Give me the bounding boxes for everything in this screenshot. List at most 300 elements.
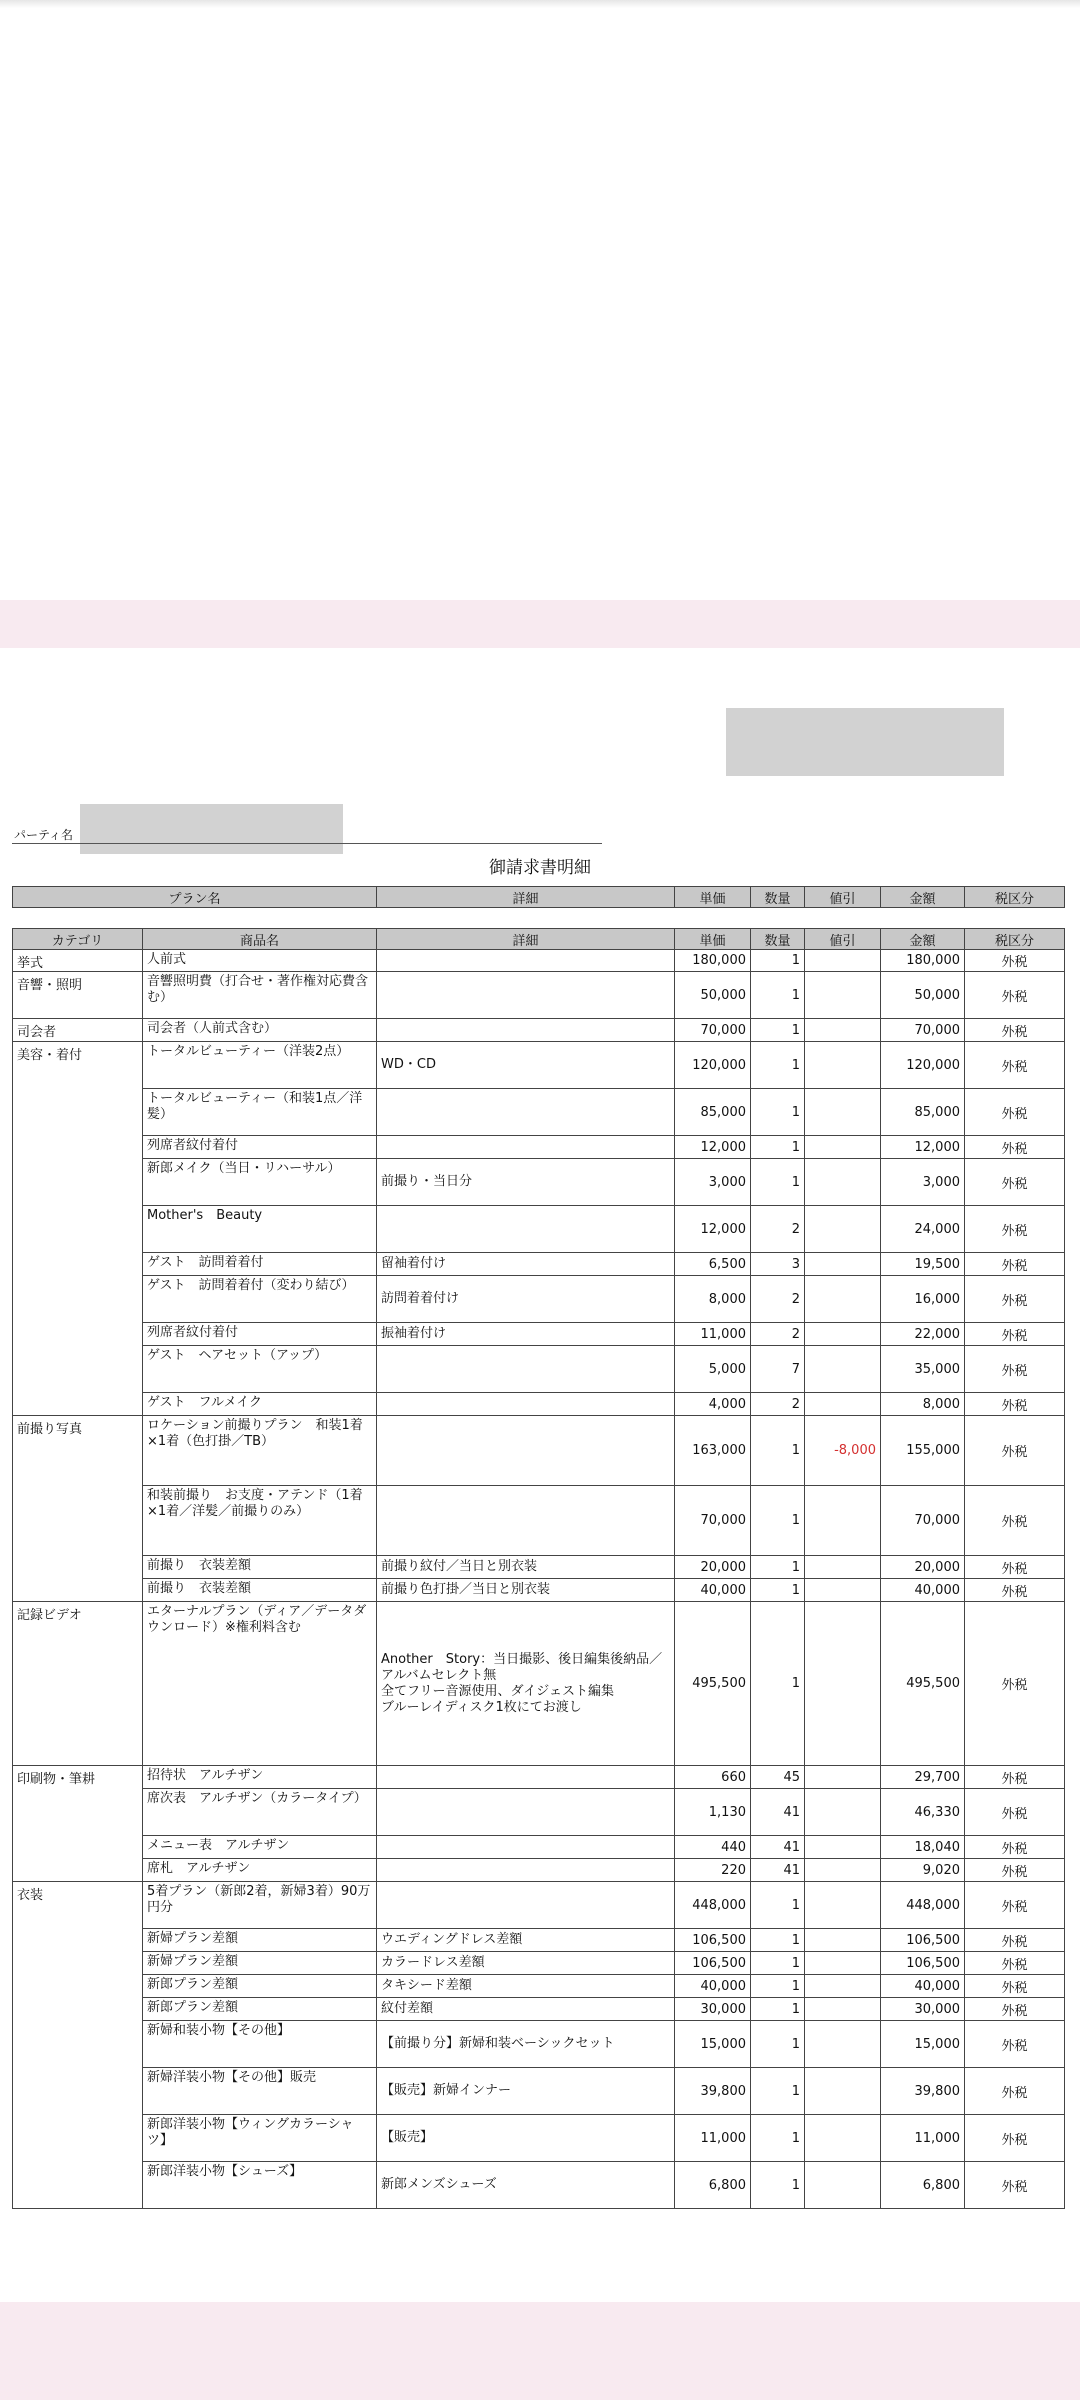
tax-type-cell: 外税 <box>965 1579 1065 1602</box>
quantity-cell: 2 <box>751 1206 805 1253</box>
tax-type-cell: 外税 <box>965 1276 1065 1323</box>
unit-price-cell: 12,000 <box>675 1136 751 1159</box>
table-row <box>13 1276 1065 1323</box>
unit-price-cell: 70,000 <box>675 1486 751 1556</box>
category-cell <box>13 1556 143 1579</box>
category-cell: 美容・着付 <box>13 1042 143 1089</box>
table-row <box>13 1766 1065 1789</box>
quantity-cell: 1 <box>751 1602 805 1766</box>
quantity-cell: 2 <box>751 1323 805 1346</box>
category-cell: 記録ビデオ <box>13 1602 143 1766</box>
quantity-cell: 41 <box>751 1789 805 1836</box>
amount-cell: 40,000 <box>881 1579 965 1602</box>
invoice-page <box>0 648 1080 2302</box>
amount-cell: 19,500 <box>881 1253 965 1276</box>
product-name-cell: メニュー表 アルチザン <box>143 1836 377 1859</box>
tax-type-cell: 外税 <box>965 1998 1065 2021</box>
item-header-cell: 詳細 <box>377 929 675 950</box>
quantity-cell: 1 <box>751 2162 805 2209</box>
unit-price-cell: 3,000 <box>675 1159 751 1206</box>
tax-type-cell: 外税 <box>965 1042 1065 1089</box>
tax-type-cell: 外税 <box>965 950 1065 972</box>
table-row <box>13 1042 1065 1089</box>
detail-cell <box>377 1416 675 1486</box>
detail-cell: 【前撮り分】新婦和装ベーシックセット <box>377 2021 675 2068</box>
item-header-cell: カテゴリ <box>13 929 143 950</box>
discount-cell <box>805 1206 881 1253</box>
quantity-cell: 1 <box>751 1136 805 1159</box>
quantity-cell: 1 <box>751 1486 805 1556</box>
table-row <box>13 1952 1065 1975</box>
item-header-cell: 数量 <box>751 929 805 950</box>
tax-type-cell: 外税 <box>965 1882 1065 1929</box>
quantity-cell: 41 <box>751 1859 805 1882</box>
amount-cell: 180,000 <box>881 950 965 972</box>
redacted-party-name <box>80 804 343 854</box>
unit-price-cell: 50,000 <box>675 972 751 1019</box>
category-cell: 印刷物・筆耕 <box>13 1766 143 1789</box>
detail-cell: タキシード差額 <box>377 1975 675 1998</box>
table-row <box>13 1579 1065 1602</box>
tax-type-cell: 外税 <box>965 1136 1065 1159</box>
plan-header-cell: 税区分 <box>965 887 1065 908</box>
unit-price-cell: 440 <box>675 1836 751 1859</box>
plan-header-cell: 値引 <box>805 887 881 908</box>
discount-cell <box>805 1159 881 1206</box>
quantity-cell: 1 <box>751 1019 805 1042</box>
unit-price-cell: 1,130 <box>675 1789 751 1836</box>
detail-cell <box>377 1089 675 1136</box>
discount-cell <box>805 2115 881 2162</box>
category-cell <box>13 1323 143 1346</box>
table-row <box>13 950 1065 972</box>
product-name-cell: 新郎洋装小物【シューズ】 <box>143 2162 377 2209</box>
amount-cell: 46,330 <box>881 1789 965 1836</box>
detail-cell: WD・CD <box>377 1042 675 1089</box>
amount-cell: 11,000 <box>881 2115 965 2162</box>
tax-type-cell: 外税 <box>965 1346 1065 1393</box>
amount-cell: 50,000 <box>881 972 965 1019</box>
category-cell: 前撮り写真 <box>13 1416 143 1486</box>
discount-cell <box>805 1323 881 1346</box>
detail-cell: 紋付差額 <box>377 1998 675 2021</box>
product-name-cell: 列席者紋付着付 <box>143 1136 377 1159</box>
quantity-cell: 1 <box>751 1556 805 1579</box>
quantity-cell: 1 <box>751 1975 805 1998</box>
unit-price-cell: 30,000 <box>675 1998 751 2021</box>
tax-type-cell: 外税 <box>965 2115 1065 2162</box>
discount-cell <box>805 1836 881 1859</box>
category-cell <box>13 1859 143 1882</box>
page-shadow <box>0 0 1080 8</box>
product-name-cell: ゲスト 訪問着着付（変わり結び） <box>143 1276 377 1323</box>
unit-price-cell: 4,000 <box>675 1393 751 1416</box>
amount-cell: 120,000 <box>881 1042 965 1089</box>
plan-header-row <box>13 887 1065 908</box>
quantity-cell: 3 <box>751 1253 805 1276</box>
discount-cell <box>805 1766 881 1789</box>
category-cell <box>13 1952 143 1975</box>
product-name-cell: 新婦プラン差額 <box>143 1929 377 1952</box>
unit-price-cell: 39,800 <box>675 2068 751 2115</box>
amount-cell: 12,000 <box>881 1136 965 1159</box>
unit-price-cell: 660 <box>675 1766 751 1789</box>
amount-cell: 35,000 <box>881 1346 965 1393</box>
product-name-cell: 席次表 アルチザン（カラータイプ） <box>143 1789 377 1836</box>
detail-cell <box>377 972 675 1019</box>
table-row <box>13 1393 1065 1416</box>
amount-cell: 22,000 <box>881 1323 965 1346</box>
product-name-cell: 和装前撮り お支度・アテンド（1着×1着／洋髪／前撮りのみ） <box>143 1486 377 1556</box>
table-row <box>13 1836 1065 1859</box>
product-name-cell: 新婦和装小物【その他】 <box>143 2021 377 2068</box>
category-cell: 司会者 <box>13 1019 143 1042</box>
detail-cell <box>377 1766 675 1789</box>
table-row <box>13 972 1065 1019</box>
product-name-cell: 新婦プラン差額 <box>143 1952 377 1975</box>
product-name-cell: 招待状 アルチザン <box>143 1766 377 1789</box>
category-cell <box>13 1486 143 1556</box>
category-cell <box>13 1393 143 1416</box>
plan-header-cell: プラン名 <box>13 887 377 908</box>
category-cell <box>13 1206 143 1253</box>
category-cell <box>13 1253 143 1276</box>
product-name-cell: 前撮り 衣装差額 <box>143 1579 377 1602</box>
product-name-cell: 人前式 <box>143 950 377 972</box>
discount-cell <box>805 1486 881 1556</box>
unit-price-cell: 12,000 <box>675 1206 751 1253</box>
amount-cell: 39,800 <box>881 2068 965 2115</box>
quantity-cell: 1 <box>751 2115 805 2162</box>
table-row <box>13 1789 1065 1836</box>
unit-price-cell: 6,800 <box>675 2162 751 2209</box>
detail-cell <box>377 1882 675 1929</box>
detail-cell <box>377 950 675 972</box>
discount-cell <box>805 2021 881 2068</box>
product-name-cell: 新郎プラン差額 <box>143 1998 377 2021</box>
page-separator <box>0 2302 1080 2400</box>
table-row <box>13 2021 1065 2068</box>
table-row <box>13 2115 1065 2162</box>
detail-cell: 前撮り・当日分 <box>377 1159 675 1206</box>
table-row <box>13 1089 1065 1136</box>
tax-type-cell: 外税 <box>965 1602 1065 1766</box>
unit-price-cell: 220 <box>675 1859 751 1882</box>
table-row <box>13 1859 1065 1882</box>
unit-price-cell: 70,000 <box>675 1019 751 1042</box>
discount-cell <box>805 1579 881 1602</box>
amount-cell: 106,500 <box>881 1929 965 1952</box>
tax-type-cell: 外税 <box>965 1789 1065 1836</box>
product-name-cell: 列席者紋付着付 <box>143 1323 377 1346</box>
detail-cell: 訪問着着付け <box>377 1276 675 1323</box>
product-name-cell: 新郎メイク（当日・リハーサル） <box>143 1159 377 1206</box>
blank-page <box>0 0 1080 600</box>
table-row <box>13 1346 1065 1393</box>
amount-cell: 70,000 <box>881 1486 965 1556</box>
item-header-cell: 値引 <box>805 929 881 950</box>
amount-cell: 20,000 <box>881 1556 965 1579</box>
amount-cell: 40,000 <box>881 1975 965 1998</box>
tax-type-cell: 外税 <box>965 1975 1065 1998</box>
amount-cell: 8,000 <box>881 1393 965 1416</box>
item-header-cell: 金額 <box>881 929 965 950</box>
table-row <box>13 1602 1065 1766</box>
tax-type-cell: 外税 <box>965 1836 1065 1859</box>
discount-cell <box>805 1929 881 1952</box>
detail-cell <box>377 1136 675 1159</box>
product-name-cell: トータルビューティー（和装1点／洋髪） <box>143 1089 377 1136</box>
tax-type-cell: 外税 <box>965 2162 1065 2209</box>
item-header-cell: 単価 <box>675 929 751 950</box>
table-row <box>13 1975 1065 1998</box>
tax-type-cell: 外税 <box>965 1206 1065 1253</box>
unit-price-cell: 85,000 <box>675 1089 751 1136</box>
product-name-cell: ゲスト 訪問着着付 <box>143 1253 377 1276</box>
tax-type-cell: 外税 <box>965 1929 1065 1952</box>
category-cell <box>13 1975 143 1998</box>
unit-price-cell: 11,000 <box>675 1323 751 1346</box>
category-cell <box>13 1159 143 1206</box>
amount-cell: 16,000 <box>881 1276 965 1323</box>
tax-type-cell: 外税 <box>965 972 1065 1019</box>
discount-cell <box>805 2162 881 2209</box>
quantity-cell: 1 <box>751 950 805 972</box>
plan-header-cell: 数量 <box>751 887 805 908</box>
product-name-cell: 新郎洋装小物【ウィングカラーシャツ】 <box>143 2115 377 2162</box>
tax-type-cell: 外税 <box>965 1766 1065 1789</box>
unit-price-cell: 20,000 <box>675 1556 751 1579</box>
tax-type-cell: 外税 <box>965 1416 1065 1486</box>
category-cell: 衣装 <box>13 1882 143 1929</box>
category-cell: 挙式 <box>13 950 143 972</box>
discount-cell <box>805 1859 881 1882</box>
unit-price-cell: 495,500 <box>675 1602 751 1766</box>
quantity-cell: 7 <box>751 1346 805 1393</box>
product-name-cell: 音響照明費（打合せ・著作権対応費含む） <box>143 972 377 1019</box>
unit-price-cell: 180,000 <box>675 950 751 972</box>
quantity-cell: 1 <box>751 1416 805 1486</box>
table-row <box>13 2162 1065 2209</box>
unit-price-cell: 448,000 <box>675 1882 751 1929</box>
item-header-cell: 商品名 <box>143 929 377 950</box>
discount-cell: -8,000 <box>805 1416 881 1486</box>
detail-cell: ウエディングドレス差額 <box>377 1929 675 1952</box>
tax-type-cell: 外税 <box>965 1159 1065 1206</box>
discount-cell <box>805 1556 881 1579</box>
detail-cell <box>377 1346 675 1393</box>
amount-cell: 85,000 <box>881 1089 965 1136</box>
discount-cell <box>805 1602 881 1766</box>
quantity-cell: 45 <box>751 1766 805 1789</box>
unit-price-cell: 6,500 <box>675 1253 751 1276</box>
unit-price-cell: 120,000 <box>675 1042 751 1089</box>
product-name-cell: 新郎プラン差額 <box>143 1975 377 1998</box>
category-cell <box>13 1998 143 2021</box>
item-rows <box>13 950 1065 2209</box>
table-row <box>13 1416 1065 1486</box>
category-cell <box>13 2162 143 2209</box>
page-separator <box>0 600 1080 648</box>
quantity-cell: 2 <box>751 1393 805 1416</box>
discount-cell <box>805 1042 881 1089</box>
plan-summary-table <box>12 886 1065 908</box>
discount-cell <box>805 1136 881 1159</box>
plan-header-cell: 金額 <box>881 887 965 908</box>
plan-header-cell: 詳細 <box>377 887 675 908</box>
product-name-cell: エターナルプラン（ディア／データダウンロード）※権利料含む <box>143 1602 377 1766</box>
discount-cell <box>805 1253 881 1276</box>
quantity-cell: 1 <box>751 1882 805 1929</box>
detail-cell <box>377 1206 675 1253</box>
category-cell <box>13 1346 143 1393</box>
detail-cell: 前撮り色打掛／当日と別衣装 <box>377 1579 675 1602</box>
party-underline <box>12 843 602 844</box>
discount-cell <box>805 1882 881 1929</box>
product-name-cell: ロケーション前撮りプラン 和装1着×1着（色打掛／TB） <box>143 1416 377 1486</box>
product-name-cell: 司会者（人前式含む） <box>143 1019 377 1042</box>
discount-cell <box>805 2068 881 2115</box>
document-title: 御請求書明細 <box>489 858 591 878</box>
quantity-cell: 1 <box>751 972 805 1019</box>
detail-cell <box>377 1836 675 1859</box>
tax-type-cell: 外税 <box>965 2021 1065 2068</box>
product-name-cell: ゲスト フルメイク <box>143 1393 377 1416</box>
detail-cell: Another Story：当日撮影、後日編集後納品／アルバムセレクト無 全てフリー音源使用、ダイジェスト編集 ブルーレイディスク1枚にてお渡し <box>377 1602 675 1766</box>
tax-type-cell: 外税 <box>965 1089 1065 1136</box>
discount-cell <box>805 1019 881 1042</box>
detail-cell: 【販売】新婦インナー <box>377 2068 675 2115</box>
category-cell <box>13 1089 143 1136</box>
product-name-cell: 席札 アルチザン <box>143 1859 377 1882</box>
discount-cell <box>805 1975 881 1998</box>
amount-cell: 30,000 <box>881 1998 965 2021</box>
tax-type-cell: 外税 <box>965 1859 1065 1882</box>
discount-cell <box>805 1789 881 1836</box>
quantity-cell: 2 <box>751 1276 805 1323</box>
discount-cell <box>805 1952 881 1975</box>
unit-price-cell: 40,000 <box>675 1975 751 1998</box>
table-row <box>13 1929 1065 1952</box>
quantity-cell: 1 <box>751 1998 805 2021</box>
category-cell <box>13 1579 143 1602</box>
plan-header-cell: 単価 <box>675 887 751 908</box>
discount-cell <box>805 1998 881 2021</box>
product-name-cell: 5着プラン（新郎2着，新婦3着）90万円分 <box>143 1882 377 1929</box>
detail-cell: 振袖着付け <box>377 1323 675 1346</box>
detail-cell: 前撮り紋付／当日と別衣装 <box>377 1556 675 1579</box>
amount-cell: 6,800 <box>881 2162 965 2209</box>
category-cell: 音響・照明 <box>13 972 143 1019</box>
tax-type-cell: 外税 <box>965 1323 1065 1346</box>
unit-price-cell: 15,000 <box>675 2021 751 2068</box>
quantity-cell: 1 <box>751 1089 805 1136</box>
category-cell <box>13 2068 143 2115</box>
unit-price-cell: 163,000 <box>675 1416 751 1486</box>
unit-price-cell: 11,000 <box>675 2115 751 2162</box>
unit-price-cell: 40,000 <box>675 1579 751 1602</box>
tax-type-cell: 外税 <box>965 1556 1065 1579</box>
product-name-cell: 新婦洋装小物【その他】販売 <box>143 2068 377 2115</box>
discount-cell <box>805 1089 881 1136</box>
category-cell <box>13 1276 143 1323</box>
quantity-cell: 1 <box>751 1579 805 1602</box>
detail-cell: カラードレス差額 <box>377 1952 675 1975</box>
unit-price-cell: 106,500 <box>675 1929 751 1952</box>
table-row <box>13 1206 1065 1253</box>
table-row <box>13 1253 1065 1276</box>
unit-price-cell: 5,000 <box>675 1346 751 1393</box>
unit-price-cell: 106,500 <box>675 1952 751 1975</box>
redacted-block-header <box>726 708 1004 776</box>
discount-cell <box>805 1346 881 1393</box>
quantity-cell: 1 <box>751 2021 805 2068</box>
amount-cell: 29,700 <box>881 1766 965 1789</box>
amount-cell: 18,040 <box>881 1836 965 1859</box>
table-row <box>13 1882 1065 1929</box>
quantity-cell: 1 <box>751 1952 805 1975</box>
party-name-label: パーティ名 <box>14 828 74 842</box>
tax-type-cell: 外税 <box>965 1019 1065 1042</box>
table-row <box>13 1998 1065 2021</box>
product-name-cell: Mother's Beauty <box>143 1206 377 1253</box>
discount-cell <box>805 950 881 972</box>
amount-cell: 24,000 <box>881 1206 965 1253</box>
item-header-row <box>13 929 1065 950</box>
detail-cell <box>377 1486 675 1556</box>
table-row <box>13 1159 1065 1206</box>
amount-cell: 106,500 <box>881 1952 965 1975</box>
category-cell <box>13 1789 143 1836</box>
quantity-cell: 1 <box>751 1929 805 1952</box>
detail-cell <box>377 1789 675 1836</box>
table-row <box>13 2068 1065 2115</box>
quantity-cell: 1 <box>751 1159 805 1206</box>
amount-cell: 495,500 <box>881 1602 965 1766</box>
discount-cell <box>805 1393 881 1416</box>
table-row <box>13 1019 1065 1042</box>
quantity-cell: 1 <box>751 1042 805 1089</box>
tax-type-cell: 外税 <box>965 2068 1065 2115</box>
item-header-cell: 税区分 <box>965 929 1065 950</box>
discount-cell <box>805 972 881 1019</box>
amount-cell: 3,000 <box>881 1159 965 1206</box>
amount-cell: 448,000 <box>881 1882 965 1929</box>
unit-price-cell: 8,000 <box>675 1276 751 1323</box>
detail-cell: 【販売】 <box>377 2115 675 2162</box>
category-cell <box>13 1136 143 1159</box>
table-row <box>13 1486 1065 1556</box>
tax-type-cell: 外税 <box>965 1393 1065 1416</box>
category-cell <box>13 1929 143 1952</box>
table-row <box>13 1136 1065 1159</box>
product-name-cell: トータルビューティー（洋装2点） <box>143 1042 377 1089</box>
detail-cell <box>377 1393 675 1416</box>
category-cell <box>13 2115 143 2162</box>
quantity-cell: 41 <box>751 1836 805 1859</box>
detail-cell: 留袖着付け <box>377 1253 675 1276</box>
tax-type-cell: 外税 <box>965 1253 1065 1276</box>
discount-cell <box>805 1276 881 1323</box>
amount-cell: 9,020 <box>881 1859 965 1882</box>
table-row <box>13 1323 1065 1346</box>
category-cell <box>13 2021 143 2068</box>
table-row <box>13 1556 1065 1579</box>
amount-cell: 155,000 <box>881 1416 965 1486</box>
item-detail-table <box>12 928 1065 2209</box>
product-name-cell: 前撮り 衣装差額 <box>143 1556 377 1579</box>
amount-cell: 70,000 <box>881 1019 965 1042</box>
